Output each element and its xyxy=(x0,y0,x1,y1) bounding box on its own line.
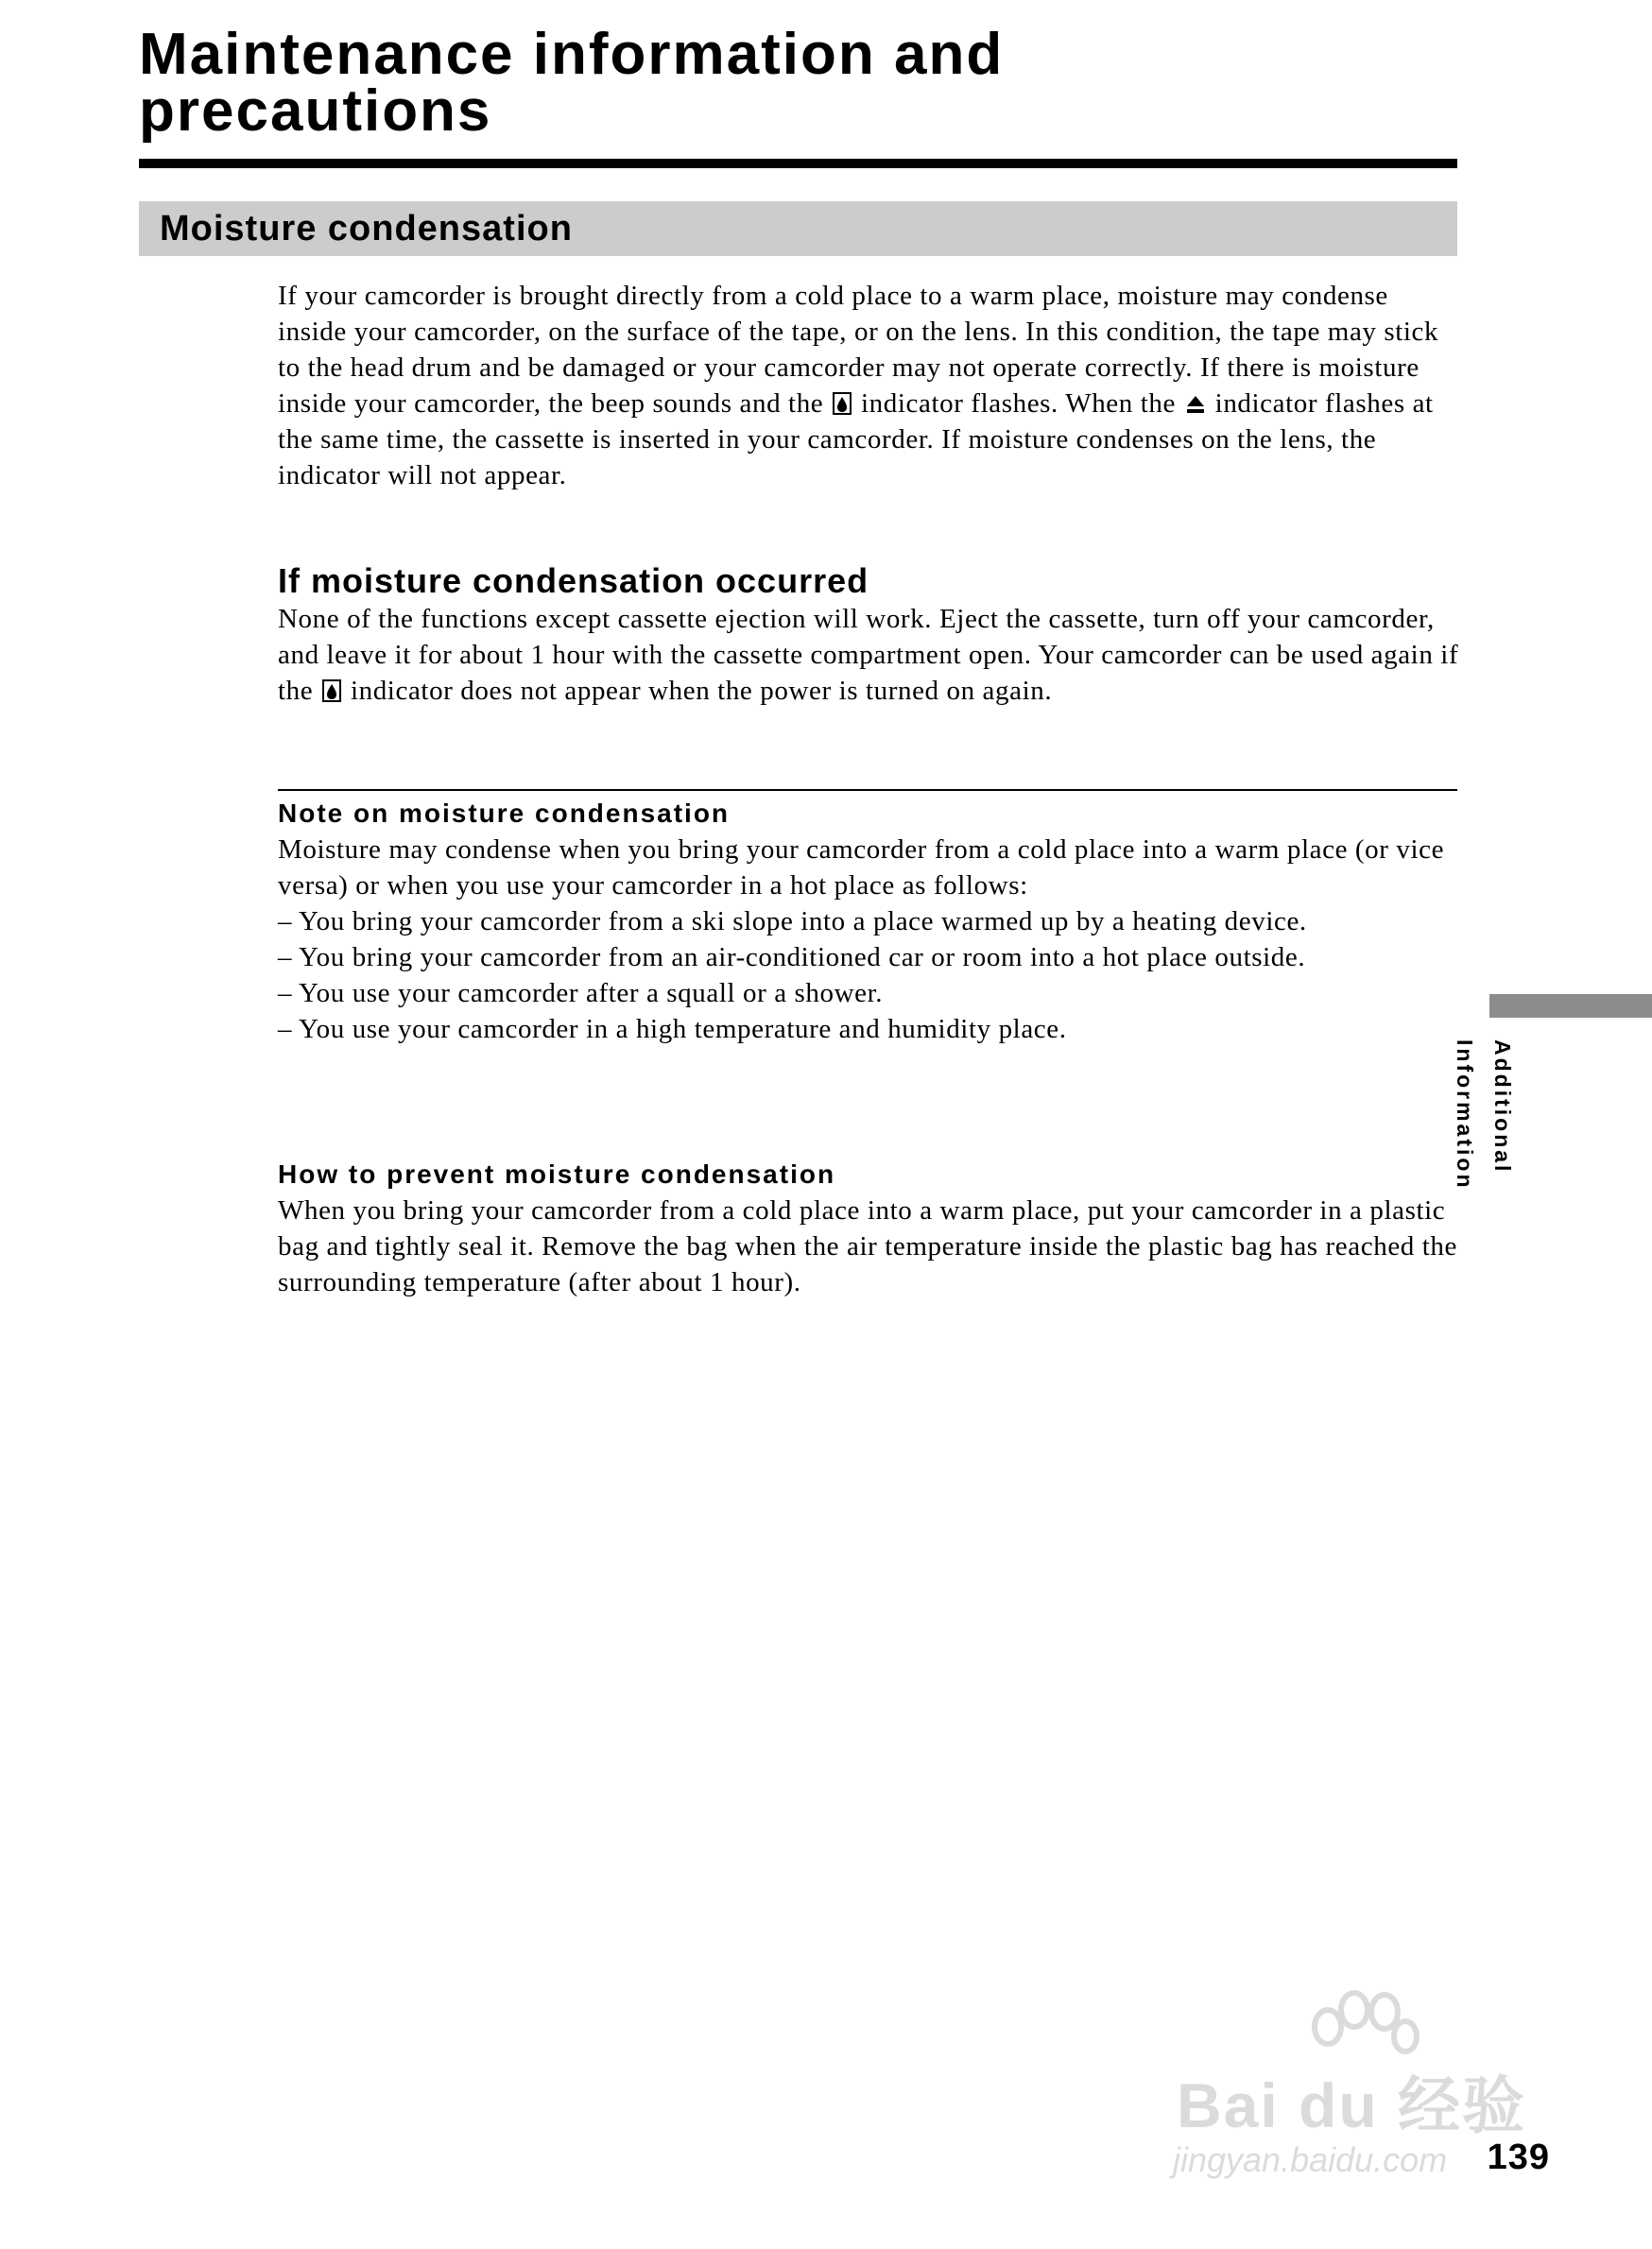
watermark-url: jingyan.baidu.com xyxy=(1173,2140,1448,2179)
list-item xyxy=(278,1011,1459,1047)
note-block xyxy=(278,796,1459,1047)
intro-text-1: If your camcorder is brought directly from a cold place to a warm place, moisture may condense inside your camcorder, on the surface of the tape, or on the lens. In this condition, the tape may stick to the head drum and be damaged or your camcorder may not operate correctly. If there is moisture inside your camcorder, the beep sounds and the xyxy=(278,281,1439,419)
dash-marker: – xyxy=(278,942,293,972)
side-tab-marker xyxy=(1489,994,1652,1018)
moisture-indicator-icon xyxy=(833,392,852,415)
occurred-block xyxy=(278,561,1459,709)
list-item xyxy=(278,903,1459,939)
dash-marker: – xyxy=(278,978,293,1008)
eject-icon xyxy=(1185,394,1206,415)
prevent-heading: How to prevent moisture condensation xyxy=(278,1159,836,1189)
intro-paragraph xyxy=(278,278,1459,493)
page-number: 139 xyxy=(1487,2137,1550,2177)
side-section-label: Additional Information xyxy=(1453,1039,1515,1191)
watermark-brand: Bai du 经验 xyxy=(1177,2070,1527,2140)
prevent-block xyxy=(278,1157,1459,1300)
list-item-text: You bring your camcorder from a ski slope into a place warmed up by a heating device. xyxy=(299,906,1307,936)
intro-block xyxy=(278,278,1459,493)
page-title-line2: precautions xyxy=(139,78,492,144)
title-rule xyxy=(139,159,1457,168)
intro-text-2: indicator flashes. When the xyxy=(861,388,1176,419)
list-item-text: You use your camcorder after a squall or a shower. xyxy=(299,978,884,1008)
occurred-text-1: None of the functions except cassette ejection will work. Eject the cassette, turn off your camcorder, and leave it for about 1 hour with the cassette compartment open. Your camcorder can be used again if the xyxy=(278,604,1459,706)
occurred-paragraph xyxy=(278,601,1459,709)
list-item-text: You bring your camcorder from an air-conditioned car or room into a hot place outside. xyxy=(299,942,1306,972)
moisture-indicator-icon xyxy=(322,679,341,702)
dash-marker: – xyxy=(278,1014,293,1044)
page-title xyxy=(139,22,1462,144)
note-heading: Note on moisture condensation xyxy=(278,798,731,828)
list-item-text: You use your camcorder in a high temperature and humidity place. xyxy=(299,1014,1067,1044)
list-item xyxy=(278,939,1459,975)
section-title: Moisture condensation xyxy=(160,209,573,249)
occurred-heading: If moisture condensation occurred xyxy=(278,561,869,600)
note-list xyxy=(278,903,1459,1047)
intro-text-3: indicator flashes at the same time, the cassette is inserted in your camcorder. If moisture condenses on the lens, the indicator will not appear. xyxy=(278,388,1434,490)
note-paragraph: Moisture may condense when you bring your camcorder from a cold place into a warm place (or vice versa) or when you use your camcorder in a hot place as follows: xyxy=(278,834,1445,901)
dash-marker: – xyxy=(278,906,293,936)
section-header-bar xyxy=(139,201,1457,256)
prevent-paragraph: When you bring your camcorder from a cold place into a warm place, put your camcorder in a plastic bag and tightly seal it. Remove the bag when the air temperature inside the plastic bag has reached the surrounding temperature (after about 1 hour). xyxy=(278,1195,1457,1297)
list-item xyxy=(278,975,1459,1011)
occurred-text-2: indicator does not appear when the power is turned on again. xyxy=(350,676,1053,706)
page-title-line1: Maintenance information and xyxy=(139,22,1005,87)
note-divider xyxy=(278,789,1457,791)
